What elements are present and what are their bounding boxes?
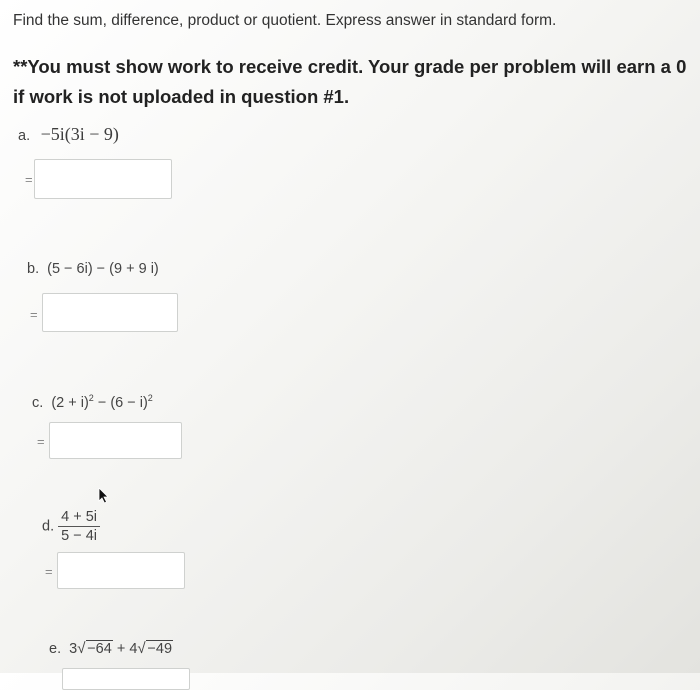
problem-c <box>32 395 153 411</box>
problem-a-label: a. <box>18 128 31 144</box>
problem-e-coefficient1: 3 <box>69 641 78 657</box>
problem-b-answer-input[interactable] <box>42 293 178 332</box>
problem-c-equals: = <box>37 434 45 449</box>
problem-c-term2: (6 − i) <box>110 395 148 411</box>
problem-d <box>42 509 100 544</box>
problem-a-expression: −5i(3i − 9) <box>40 124 119 144</box>
problem-c-exponent2: 2 <box>147 393 153 404</box>
problem-e-radicand2: −49 <box>147 641 173 657</box>
mouse-cursor-icon <box>96 488 110 504</box>
problem-d-fraction <box>58 509 100 544</box>
problem-a-answer-input[interactable] <box>34 159 172 199</box>
problem-b-equals: = <box>30 307 38 322</box>
problem-b <box>27 261 159 277</box>
problem-c-term1: (2 + i) <box>51 395 89 411</box>
problem-c-label: c. <box>32 395 44 411</box>
problem-d-label: d. <box>42 518 55 535</box>
problem-e <box>49 641 173 657</box>
problem-d-equals: = <box>45 564 53 579</box>
instructions-text: Find the sum, difference, product or quotient. Express answer in standard form. <box>13 12 557 29</box>
problem-a <box>18 124 119 145</box>
problem-b-expression: (5 − 6i) − (9 + 9 i) <box>47 261 159 277</box>
problem-e-radical1 <box>77 641 113 657</box>
problem-b-label: b. <box>27 261 40 277</box>
problem-e-answer-input[interactable] <box>62 668 190 690</box>
problem-d-numerator: 4 + 5i <box>58 509 100 527</box>
sqrt-icon: √ <box>137 640 146 657</box>
problem-e-plus: + <box>112 641 130 657</box>
problem-e-coefficient2: 4 <box>129 641 138 657</box>
problem-d-answer-input[interactable] <box>57 552 185 589</box>
sqrt-icon: √ <box>77 640 86 657</box>
problem-a-equals: = <box>25 172 33 187</box>
problem-c-minus: − <box>93 395 111 411</box>
problem-e-radicand1: −64 <box>87 641 112 657</box>
problem-e-label: e. <box>49 641 62 657</box>
problem-c-exponent1: 2 <box>88 393 94 404</box>
problem-d-denominator: 5 − 4i <box>61 528 97 544</box>
problem-c-answer-input[interactable] <box>49 422 182 459</box>
warning-text: **You must show work to receive credit. Your grade per problem will earn a 0 if work is not uploaded in question #1. <box>13 56 687 107</box>
problem-e-radical2 <box>137 641 173 657</box>
